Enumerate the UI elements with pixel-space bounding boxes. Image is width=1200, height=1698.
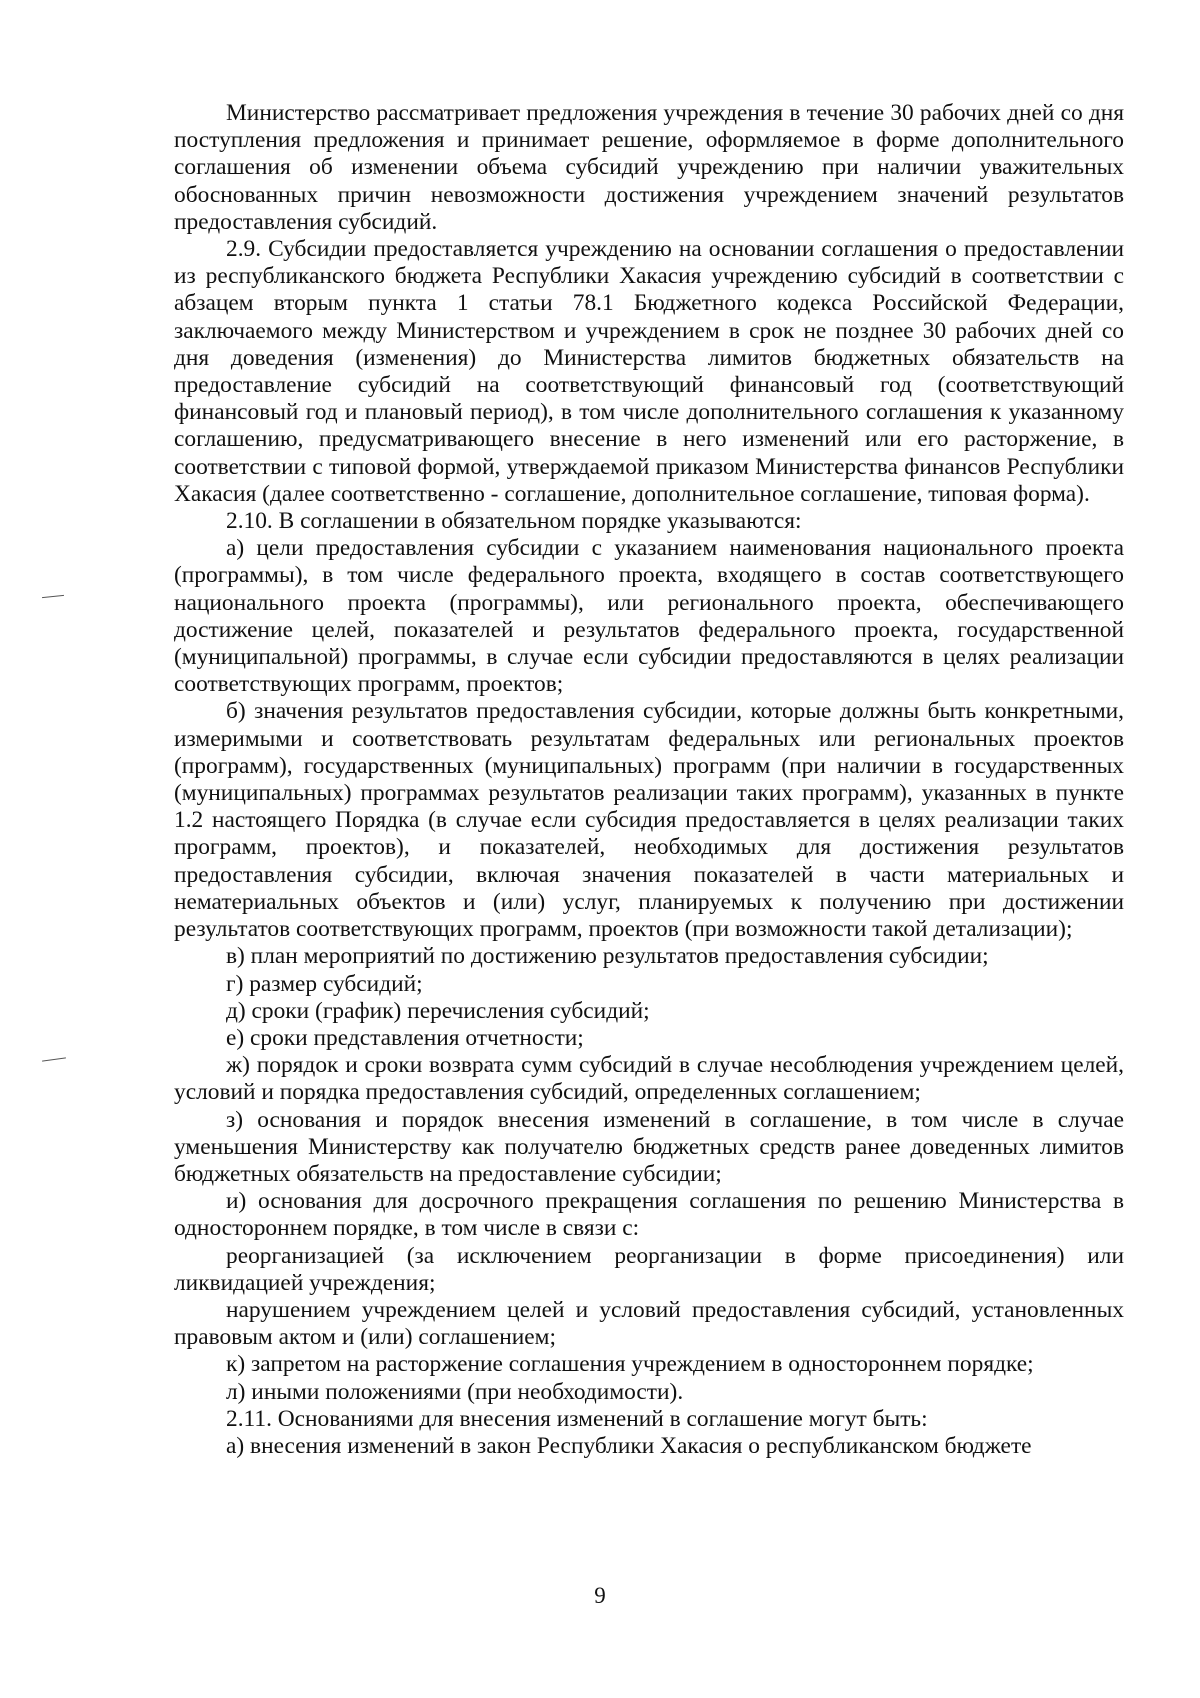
paragraph-ministry-review: Министерство рассматривает предложения учреждения в течение 30 рабочих дней со дня поступления предложения и принимает решение, оформляемое в форме дополнительного соглашения об изменении объема субсидий учреждению при наличии уважительных обоснованных причин невозможности достижения учреждением значений результатов предоставления субсидий. xyxy=(174,100,1124,235)
list-item-a-amendments: а) внесения изменений в закон Республики Хакасия о республиканском бюджете xyxy=(226,1432,1032,1459)
list-item-zh: ж) порядок и сроки возврата сумм субсидий в случае несоблюдения учреждением целей, условий и порядка предоставления субсидий, определенных соглашением; xyxy=(174,1052,1124,1106)
margin-pen-mark xyxy=(42,1057,66,1061)
list-item-g: г) размер субсидий; xyxy=(226,970,423,997)
paragraph-2-10: 2.10. В соглашении в обязательном порядке указываются: xyxy=(226,508,802,535)
list-item-z: з) основания и порядок внесения изменений в соглашение, в том числе в случае уменьшения Министерству как получателю бюджетных средств ранее доведенных лимитов бюджетных обязательств на предоставление субсидии; xyxy=(174,1106,1124,1187)
paragraph-2-11: 2.11. Основаниями для внесения изменений в соглашение могут быть: xyxy=(226,1405,928,1432)
list-item-l: л) иными положениями (при необходимости). xyxy=(226,1378,684,1405)
page-number: 9 xyxy=(594,1583,606,1608)
margin-pen-mark xyxy=(42,595,64,598)
paragraph-2-9: 2.9. Субсидии предоставляется учреждению на основании соглашения о предоставлении из республиканского бюджета Республики Хакасия учреждению субсидий в соответствии с абзацем вторым пункта 1 статьи 78.1 Бюджетного кодекса Российской Федерации, заключаемого между Министерством и учреждением в срок не позднее 30 рабочих дней со дня доведения (изменения) до Министерства лимитов бюджетных обязательств на предоставление субсидий на соответствующий финансовый год (соответствующий финансовый год и плановый период), в том числе дополнительного соглашения к указанному соглашению, предусматривающего внесение в него изменений или его расторжение, в соответствии с типовой формой, утверждаемой приказом Министерства финансов Республики Хакасия (далее соответственно - соглашение, дополнительное соглашение, типовая форма). xyxy=(174,236,1124,507)
list-item-k: к) запретом на расторжение соглашения учреждением в одностороннем порядке; xyxy=(226,1351,1034,1378)
list-item-e: е) сроки представления отчетности; xyxy=(226,1024,584,1051)
list-item-i: и) основания для досрочного прекращения соглашения по решению Министерства в одностороннем порядке, в том числе в связи с: xyxy=(174,1188,1124,1242)
sub-item-violation: нарушением учреждением целей и условий предоставления субсидий, установленных правовым актом и (или) соглашением; xyxy=(174,1296,1124,1351)
sub-item-reorganization: реорганизацией (за исключением реорганизации в форме присоединения) или ликвидацией учреждения; xyxy=(174,1242,1124,1296)
list-item-v: в) план мероприятий по достижению результатов предоставления субсидии; xyxy=(226,943,989,970)
list-item-a: а) цели предоставления субсидии с указанием наименования национального проекта (программы), в том числе федерального проекта, входящего в состав соответствующего национального проекта (программы), или регионального проекта, обеспечивающего достижение целей, показателей и результатов федерального проекта, государственной (муниципальной) программы, в случае если субсидии предоставляются в целях реализации соответствующих программ, проектов; xyxy=(174,535,1124,698)
document-page xyxy=(174,100,1124,1580)
list-item-d: д) сроки (график) перечисления субсидий; xyxy=(226,997,650,1024)
list-item-b: б) значения результатов предоставления субсидии, которые должны быть конкретными, измеримыми и соответствовать результатам федеральных или региональных проектов (программ), государственных (муниципальных) программ (при наличии в государственных (муниципальных) программах результатов реализации таких программ), указанных в пункте 1.2 настоящего Порядка (в случае если субсидия предоставляется в целях реализации таких программ, проектов), и показателей, необходимых для достижения результатов предоставления субсидии, включая значения показателей в части материальных и нематериальных объектов и (или) услуг, планируемых к получению при достижении результатов соответствующих программ, проектов (при возможности такой детализации); xyxy=(174,698,1124,943)
